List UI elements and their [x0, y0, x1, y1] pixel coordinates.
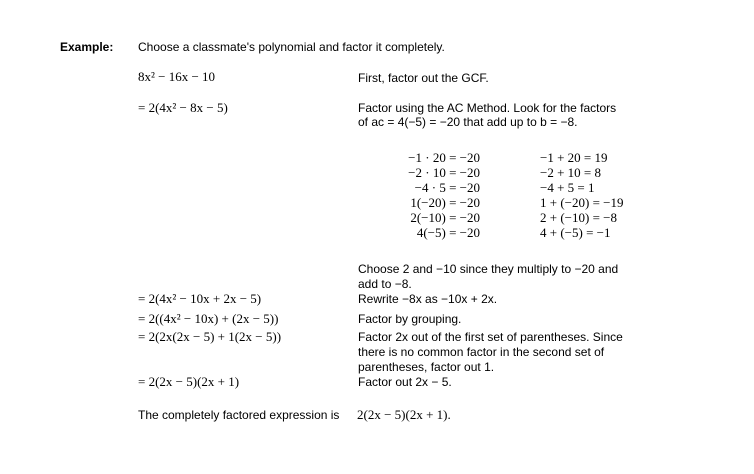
factor-2x-expression: = 2(2x(2x − 5) + 1(2x − 5)): [138, 329, 282, 344]
factor-product: 4(−5) = −20: [416, 225, 480, 240]
factor-2x-note-line-3: parentheses, factor out 1.: [358, 360, 495, 374]
step-note-1: First, factor out the GCF.: [358, 71, 489, 85]
final-expression: = 2(2x − 5)(2x + 1): [138, 374, 240, 389]
factor-sum: −1 + 20 = 19: [540, 150, 608, 165]
factor-product: 1(−20) = −20: [410, 195, 480, 210]
factor-sum: 2 + (−10) = −8: [540, 210, 617, 225]
choose-note-line-2: add to −8.: [358, 277, 412, 291]
factor-product: −1 · 20 = −20: [408, 150, 480, 165]
rewrite-expression: = 2(4x² − 10x + 2x − 5): [138, 291, 262, 306]
factor-sum: 1 + (−20) = −19: [540, 195, 624, 210]
factor-2x-note-line-1: Factor 2x out of the first set of parentheses. Since: [358, 330, 623, 344]
grouping-expression: = 2((4x² − 10x) + (2x − 5)): [138, 311, 279, 326]
grouping-note: Factor by grouping.: [358, 312, 462, 326]
factor-2x-note-line-2: there is no common factor in the second set of: [358, 345, 605, 359]
conclusion-expression: 2(2x − 5)(2x + 1).: [357, 407, 451, 422]
factor-product: 2(−10) = −20: [410, 210, 480, 225]
factor-product: −2 · 10 = −20: [408, 165, 480, 180]
step-expression-2: = 2(4x² − 8x − 5): [138, 100, 228, 115]
factor-sum: −2 + 10 = 8: [540, 165, 601, 180]
example-instruction: Choose a classmate's polynomial and factor it completely.: [138, 40, 445, 54]
rewrite-note: Rewrite −8x as −10x + 2x.: [358, 292, 498, 306]
choose-note-line-1: Choose 2 and −10 since they multiply to −20 and: [358, 262, 619, 276]
step-note-2-line-1: Factor using the AC Method. Look for the factors: [358, 101, 617, 115]
factor-sum: −4 + 5 = 1: [540, 180, 595, 195]
example-label: Example:: [60, 40, 114, 54]
step-expression-1: 8x² − 16x − 10: [138, 69, 216, 84]
step-note-2-line-2: of ac = 4(−5) = −20 that add up to b = −8.: [358, 115, 578, 129]
factor-sum: 4 + (−5) = −1: [540, 225, 611, 240]
factor-product: −4 · 5 = −20: [414, 180, 480, 195]
final-note: Factor out 2x − 5.: [358, 375, 452, 389]
conclusion-text: The completely factored expression is: [138, 408, 340, 422]
